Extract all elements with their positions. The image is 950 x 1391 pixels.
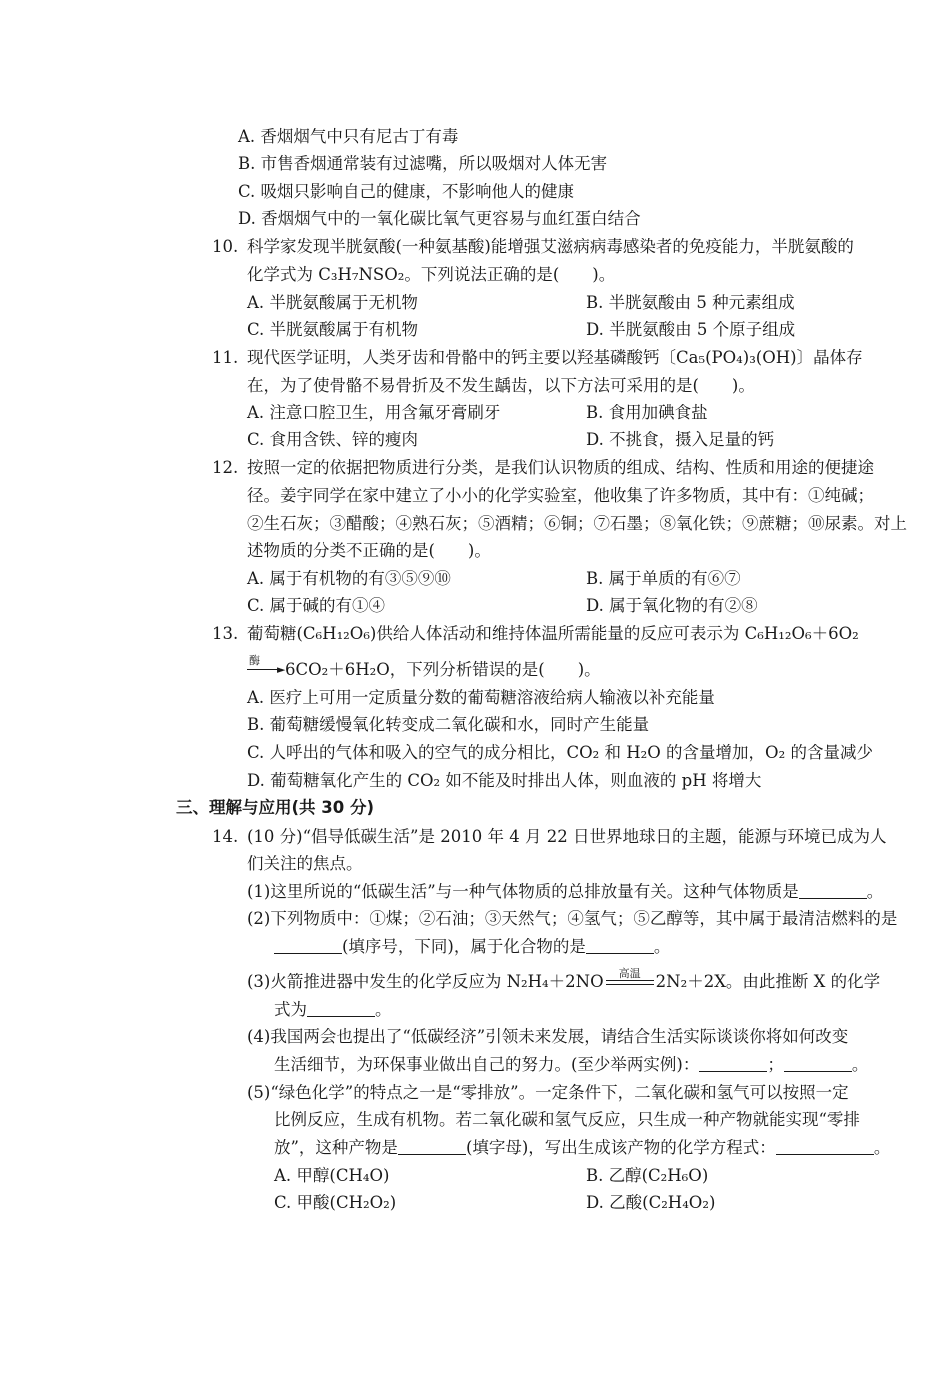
q11-stem-line1: 现代医学证明，人类牙齿和骨骼中的钙主要以羟基磷酸钙〔Ca₅(PO₄)₃(OH)〕晶体存 <box>247 348 863 367</box>
q11-option-b: B. 食用加碘食盐 <box>586 403 708 422</box>
q14-part3-text-b: 2N₂＋2X。由此推断 X 的化学 <box>655 972 881 991</box>
q14-part5-line2: 比例反应，生成有机物。若二氧化碳和氢气反应，只生成一种产物就能实现“零排 <box>274 1110 860 1129</box>
q14-part5-end: 。 <box>873 1138 891 1157</box>
q14-stem-line2: 们关注的焦点。 <box>247 854 363 873</box>
answer-blank[interactable] <box>776 1138 874 1155</box>
q10-stem-line2: 化学式为 C₃H₇NSO₂。下列说法正确的是( )。 <box>247 265 616 284</box>
q14-part2-end: 。 <box>653 937 671 956</box>
q12-stem-line3: ②生石灰；③醋酸；④熟石灰；⑤酒精；⑥铜；⑦石墨；⑧氧化铁；⑨蔗糖；⑩尿素。对上 <box>247 514 907 533</box>
q9-option-b: B. 市售香烟通常装有过滤嘴，所以吸烟对人体无害 <box>238 154 608 173</box>
q9-option-d: D. 香烟烟气中的一氧化碳比氧气更容易与血红蛋白结合 <box>238 209 641 228</box>
enzyme-label: 酶 <box>249 654 260 667</box>
q12-stem-line4: 述物质的分类不正确的是( )。 <box>247 541 491 560</box>
answer-blank[interactable] <box>699 1055 767 1072</box>
q12-option-c: C. 属于碱的有①④ <box>247 596 386 615</box>
q14-part3-formula-label: 式为 <box>274 1000 307 1019</box>
q14-part4-sep: ； <box>767 1055 784 1074</box>
answer-blank[interactable] <box>784 1055 852 1072</box>
q14-number: 14. <box>212 827 239 846</box>
q14-part2-line1: (2)下列物质中：①煤；②石油；③天然气；④氢气；⑤乙醇等，其中属于最清洁燃料的是 <box>247 909 898 928</box>
section-heading: 三、理解与应用(共 30 分) <box>176 798 375 817</box>
q14-stem-line1: (10 分)“倡导低碳生活”是 2010 年 4 月 22 日世界地球日的主题，能源与环境已成为人 <box>247 827 887 846</box>
q9-option-c: C. 吸烟只影响自己的健康，不影响他人的健康 <box>238 182 575 201</box>
q14-part4-text: 生活细节，为环保事业做出自己的努力。(至少举两实例)： <box>274 1055 700 1074</box>
q11-option-d: D. 不挑食，摄入足量的钙 <box>586 430 775 449</box>
q13-stem-line1: 葡萄糖(C₆H₁₂O₆)供给人体活动和维持体温所需能量的反应可表示为 C₆H₁₂O₆＋6O₂ <box>247 624 859 643</box>
q14-option-b: B. 乙醇(C₂H₆O) <box>586 1166 709 1185</box>
answer-blank[interactable] <box>398 1138 466 1155</box>
q14-part5-line1: (5)“绿色化学”的特点之一是“零排放”。一定条件下，二氧化碳和氢气可以按照一定 <box>247 1083 849 1102</box>
answer-blank[interactable] <box>274 937 342 954</box>
q10-option-c: C. 半胱氨酸属于有机物 <box>247 320 419 339</box>
q14-part2-line2 <box>274 936 670 958</box>
q11-number: 11. <box>212 348 239 367</box>
q13-option-b: B. 葡萄糖缓慢氧化转变成二氧化碳和水，同时产生能量 <box>247 715 650 734</box>
q13-option-d: D. 葡萄糖氧化产生的 CO₂ 如不能及时排出人体，则血液的 pH 将增大 <box>247 771 762 790</box>
q12-option-a: A. 属于有机物的有③⑤⑨⑩ <box>247 569 451 588</box>
high-temp-condition: 高温 <box>618 967 641 980</box>
q14-option-d: D. 乙酸(C₂H₄O₂) <box>586 1193 716 1212</box>
q13-option-c: C. 人呼出的气体和吸入的空气的成分相比，CO₂ 和 H₂O 的含量增加，O₂ 的含量减少 <box>247 743 873 762</box>
q10-number: 10. <box>212 237 239 256</box>
q11-option-c: C. 食用含铁、锌的瘦肉 <box>247 430 419 449</box>
q14-part4-line2 <box>274 1054 868 1076</box>
q12-option-d: D. 属于氧化物的有②⑧ <box>586 596 758 615</box>
q10-option-b: B. 半胱氨酸由 5 种元素组成 <box>586 293 795 312</box>
arrow-shaft <box>247 669 281 670</box>
answer-blank[interactable] <box>307 1000 375 1017</box>
q9-option-a: A. 香烟烟气中只有尼古丁有毒 <box>238 127 459 146</box>
reaction-arrow <box>247 654 286 681</box>
q14-part4-line1: (4)我国两会也提出了“低碳经济”引领未来发展，请结合生活实际谈谈你将如何改变 <box>247 1027 849 1046</box>
answer-blank[interactable] <box>586 937 654 954</box>
q10-stem-line1: 科学家发现半胱氨酸(一种氨基酸)能增强艾滋病病毒感染者的免疫能力，半胱氨酸的 <box>247 237 854 256</box>
q12-stem-line1: 按照一定的依据把物质进行分类，是我们认识物质的组成、结构、性质和用途的便捷途 <box>247 458 874 477</box>
q14-part3-line1 <box>247 967 881 993</box>
q10-option-d: D. 半胱氨酸由 5 个原子组成 <box>586 320 796 339</box>
q13-stem-line2: 6CO₂＋6H₂O，下列分析错误的是( )。 <box>285 660 601 679</box>
q14-part3-end: 。 <box>375 1000 392 1019</box>
reaction-equals-sign <box>604 967 656 993</box>
q14-option-c: C. 甲酸(CH₂O₂) <box>274 1193 397 1212</box>
q11-option-a: A. 注意口腔卫生，用含氟牙膏刷牙 <box>247 403 501 422</box>
q14-part4-end: 。 <box>851 1055 869 1074</box>
q14-part2-mid: (填序号，下同)，属于化合物的是 <box>342 937 586 956</box>
answer-blank[interactable] <box>799 882 867 899</box>
q12-stem-line2: 径。姜宇同学在家中建立了小小的化学实验室，他收集了许多物质，其中有：①纯碱； <box>247 486 874 505</box>
q13-number: 13. <box>212 624 239 643</box>
q12-option-b: B. 属于单质的有⑥⑦ <box>586 569 741 588</box>
q12-number: 12. <box>212 458 239 477</box>
q10-option-a: A. 半胱氨酸属于无机物 <box>247 293 418 312</box>
q11-stem-line2: 在，为了使骨骼不易骨折及不发生龋齿，以下方法可采用的是( )。 <box>247 376 755 395</box>
q14-part5-text-b: (填字母)，写出生成该产物的化学方程式： <box>465 1138 776 1157</box>
q14-part1-text: (1)这里所说的“低碳生活”与一种气体物质的总排放量有关。这种气体物质是 <box>247 882 799 901</box>
q14-part1 <box>247 881 883 903</box>
q14-part3-text-a: (3)火箭推进器中发生的化学反应为 N₂H₄＋2NO <box>247 972 604 991</box>
q14-part3-line2 <box>274 999 392 1021</box>
q13-option-a: A. 医疗上可用一定质量分数的葡萄糖溶液给病人输液以补充能量 <box>247 688 715 707</box>
q13-stem-line2-row <box>247 654 601 681</box>
q14-part5-text-a: 放”，这种产物是 <box>274 1138 398 1157</box>
q14-part1-end: 。 <box>866 882 884 901</box>
arrow-head-icon: ► <box>277 663 286 676</box>
q14-part5-line3 <box>274 1137 890 1159</box>
q14-option-a: A. 甲醇(CH₄O) <box>274 1166 390 1185</box>
